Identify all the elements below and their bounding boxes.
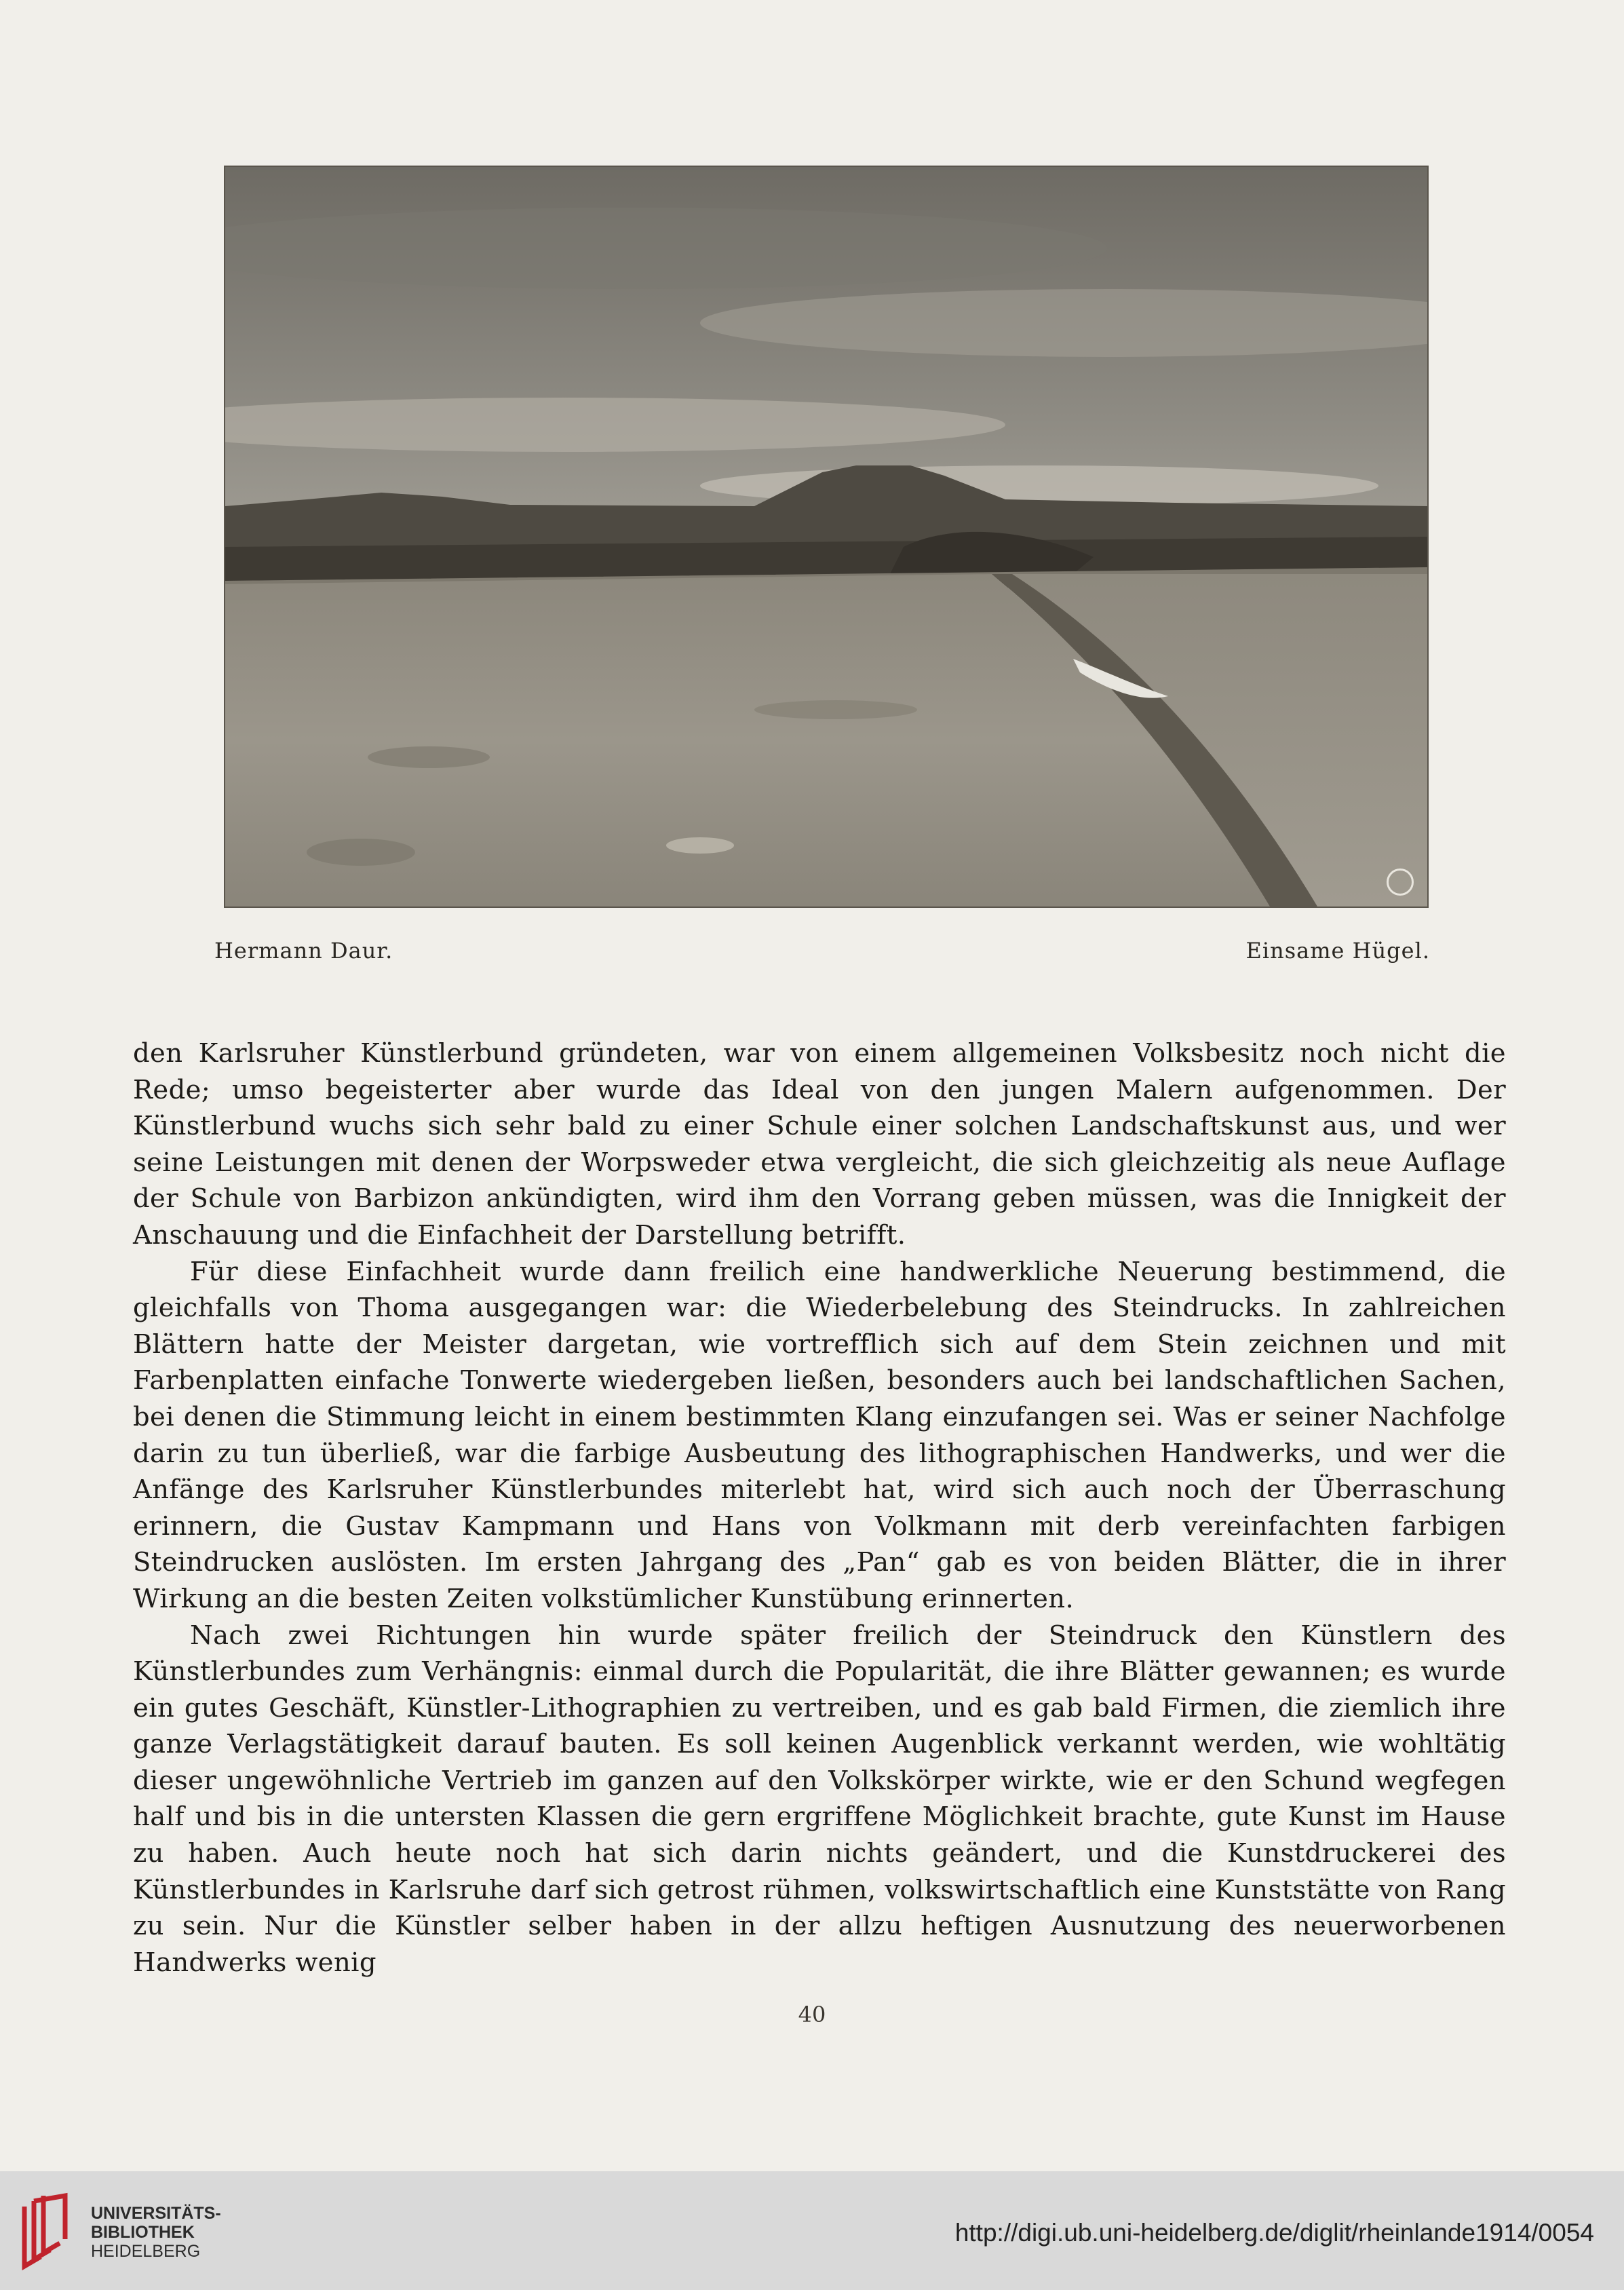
landscape-photograph [224,166,1429,908]
source-url[interactable]: http://digi.ub.uni-heidelberg.de/diglit/rheinlande1914/0054 [954,2219,1594,2247]
paragraph: Für diese Einfachheit wurde dann freilich eine handwerkliche Neuerung bestimmend, die gleichfalls von Thoma ausgegangen war: die Wiederbelebung des Steindrucks. In zahlreichen Blättern hatte der Meister dargetan, wie vortrefflich sich auf dem Stein zeichnen und mit Farbenplatten einfache Tonwerte wiedergeben ließen, besonders auch bei landschaftlichen Sachen, bei denen die Stimmung leicht in einem bestimmten Klang einzufangen sei. Was er seiner Nachfolge darin zu tun überließ, war die farbige Ausbeutung des lithographischen Handwerks, und wer die Anfänge des Karlsruher Künstlerbundes miterlebt hat, wird sich auch noch der Überraschung erinnern, die Gustav Kampmann und Hans von Volkmann mit derb vereinfachten farbigen Steindrucken auslösten. Im ersten Jahrgang des „Pan“ gab es von beiden Blätter, die in ihrer Wirkung an die besten Zeiten volkstümlicher Kunstübung erinnerten. [133,1256,1506,1614]
body-text [133,1035,1506,1981]
paragraph: den Karlsruher Künstlerbund gründeten, war von einem allgemeinen Volksbesitz noch nicht die Rede; umso begeisterter aber wurde das Ideal von den jungen Malern aufgenommen. Der Künstlerbund wuchs sich sehr bald zu einer Schule einer solchen Landschaftskunst aus, und wer seine Leistungen mit denen der Worpsweder etwa vergleicht, die sich gleichzeitig als neue Auflage der Schule von Barbizon ankündigten, wird ihm den Vorrang geben müssen, was die Innigkeit der Anschauung und die Einfachheit der Darstellung betrifft. [133,1038,1506,1251]
artist-monogram-icon [1387,869,1414,896]
paragraph: Nach zwei Richtungen hin wurde später freilich der Steindruck den Künstlern des Künstlerbundes zum Verhängnis: einmal durch die Popularität, die ihre Blätter gewannen; es wurde ein gutes Geschäft, Künstler-Lithographien zu vertreiben, und es gab bald Firmen, die ziemlich ihre ganze Verlagstätigkeit darauf bauten. Es soll keinen Augenblick verkannt werden, wie wohltätig dieser ungewöhnliche Vertrieb im ganzen auf den Volkskörper wirkte, wie er den Schund wegfegen half und bis in die untersten Klassen die gern ergriffene Möglichkeit brachte, gute Kunst im Hause zu haben. Auch heute noch hat sich darin nichts geändert, und die Kunstdruckerei des Künstlerbundes in Karlsruhe darf sich getrost rühmen, volkswirtschaftlich eine Kunststätte von Rang zu sein. Nur die Künstler selber haben in der allzu heftigen Ausnutzung des neuerworbenen Handwerks wenig [133,1620,1506,1978]
library-footer [0,2171,1624,2290]
figure-caption-artist: Hermann Daur. [214,938,393,963]
library-logo-icon [18,2192,79,2272]
library-name: UNIVERSITÄTS- BIBLIOTHEK HEIDELBERG [91,2204,221,2261]
figure-caption-title: Einsame Hügel. [1245,938,1430,963]
landscape-image [225,167,1427,907]
page-number: 40 [798,2002,826,2027]
